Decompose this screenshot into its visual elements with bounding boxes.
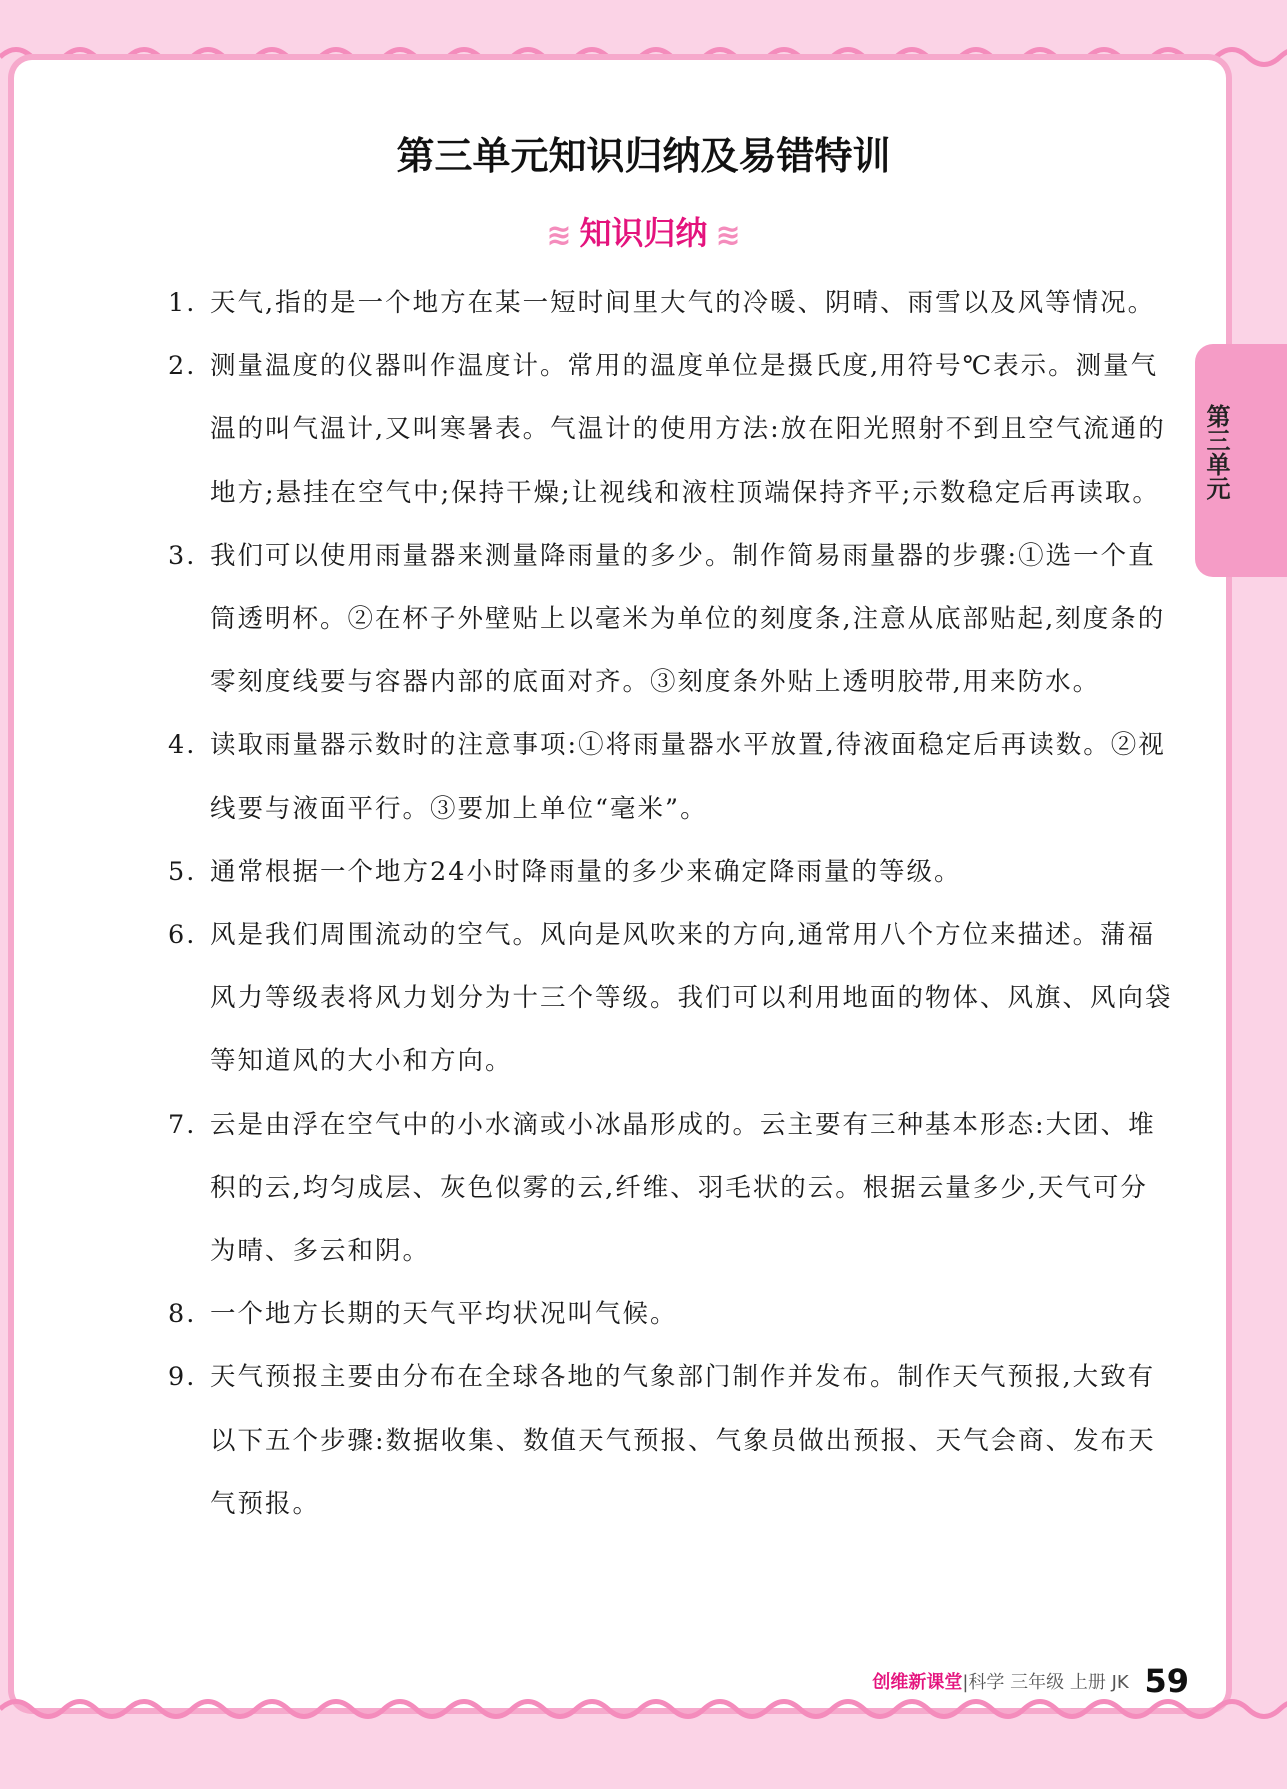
- list-item: [168, 714, 1174, 840]
- wave-right-icon: ≋: [715, 217, 741, 253]
- unit-side-tab-label: 第三单元: [1202, 404, 1230, 500]
- item-number: 6.: [168, 920, 197, 951]
- item-text: 测量温度的仪器叫作温度计。常用的温度单位是摄氏度,用符号℃表示。测量气温的叫气温计,又叫寒暑表。气温计的使用方法:放在阳光照射不到且空气流通的地方;悬挂在空气中;保持干燥;让视线和液柱顶端保持齐平;示数稳定后再读取。: [210, 351, 1166, 508]
- section-heading: [0, 208, 1287, 254]
- section-title: 知识归纳: [579, 214, 708, 252]
- list-item: [168, 841, 1174, 904]
- item-text: 风是我们周围流动的空气。风向是风吹来的方向,通常用八个方位来描述。蒲福风力等级表将风力划分为十三个等级。我们可以利用地面的物体、风旗、风向袋等知道风的大小和方向。: [210, 920, 1173, 1077]
- list-item: [168, 1283, 1174, 1346]
- list-item: [168, 1346, 1174, 1536]
- wave-left-icon: ≋: [546, 217, 572, 253]
- list-item: [168, 525, 1174, 715]
- item-text: 我们可以使用雨量器来测量降雨量的多少。制作简易雨量器的步骤:①选一个直筒透明杯。②在杯子外壁贴上以毫米为单位的刻度条,注意从底部贴起,刻度条的零刻度线要与容器内部的底面对齐。③刻度条外贴上透明胶带,用来防水。: [210, 540, 1166, 698]
- item-number: 4.: [168, 730, 197, 761]
- list-item: [168, 335, 1174, 525]
- item-number: 1.: [168, 288, 197, 318]
- item-number: 3.: [168, 540, 197, 571]
- item-text: 读取雨量器示数时的注意事项:①将雨量器水平放置,待液面稳定后再读数。②视线要与液面平行。③要加上单位“毫米”。: [210, 730, 1166, 824]
- item-text: 云是由浮在空气中的小水滴或小冰晶形成的。云主要有三种基本形态:大团、堆积的云,均匀成层、灰色似雾的云,纤维、羽毛状的云。根据云量多少,天气可分为晴、多云和阴。: [210, 1109, 1156, 1267]
- page-footer: [872, 1662, 1189, 1700]
- item-number: 9.: [168, 1362, 197, 1393]
- item-number: 2.: [168, 351, 197, 382]
- footer-subject: 科学: [968, 1672, 1005, 1693]
- knowledge-list: [168, 272, 1174, 1536]
- item-text: 天气预报主要由分布在全球各地的气象部门制作并发布。制作天气预报,大致有以下五个步骤:数据收集、数值天气预报、气象员做出预报、天气会商、发布天气预报。: [210, 1362, 1156, 1519]
- item-number: 5.: [168, 856, 197, 887]
- footer-grade: 三年级: [1010, 1672, 1065, 1693]
- footer-volume: 上册: [1069, 1672, 1106, 1693]
- item-text: 天气,指的是一个地方在某一短时间里大气的冷暖、阴晴、雨雪以及风等情况。: [210, 288, 1156, 318]
- list-item: [168, 904, 1174, 1094]
- item-text: 通常根据一个地方24小时降雨量的多少来确定降雨量的等级。: [210, 856, 962, 887]
- item-number: 8.: [168, 1299, 197, 1330]
- page-number: 59: [1144, 1662, 1189, 1700]
- list-item: [168, 272, 1174, 335]
- item-text: 一个地方长期的天气平均状况叫气候。: [210, 1299, 678, 1330]
- footer-brand: 创维新课堂: [872, 1672, 963, 1693]
- footer-separator: |: [962, 1672, 969, 1693]
- footer-edition: JK: [1111, 1672, 1129, 1693]
- list-item: [168, 1094, 1174, 1284]
- item-number: 7.: [168, 1109, 197, 1140]
- page-title: 第三单元知识归纳及易错特训: [396, 134, 891, 178]
